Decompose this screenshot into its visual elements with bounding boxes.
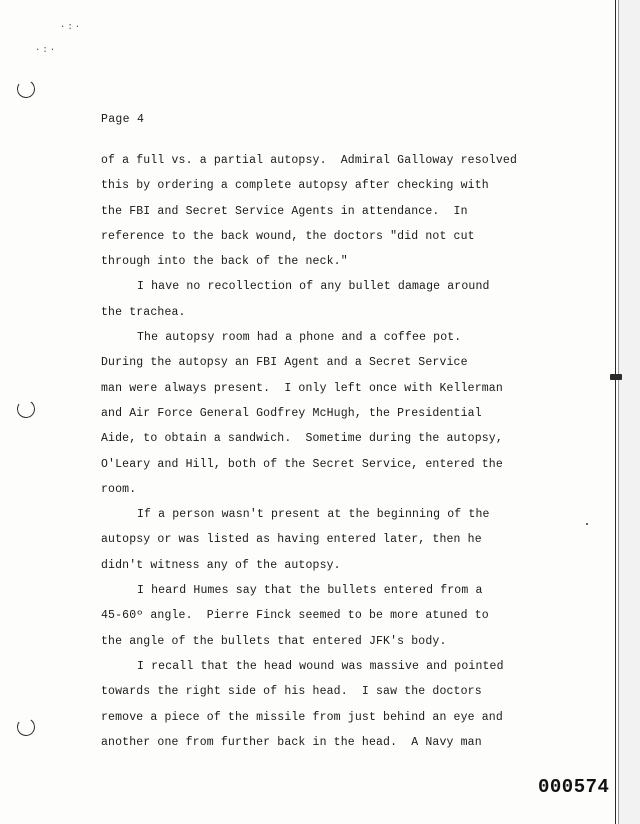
punch-hole-icon — [16, 399, 37, 420]
text-line: of a full vs. a partial autopsy. Admiral Galloway resolved — [101, 154, 518, 167]
scan-speck: ·:· — [60, 22, 83, 32]
punch-hole-icon — [16, 717, 37, 738]
page-edge-line-secondary — [618, 0, 619, 824]
edge-mark — [610, 374, 622, 380]
page-number-header: Page 4 — [101, 113, 145, 126]
text-line: another one from further back in the head. A Navy man — [101, 735, 482, 749]
text-line: room. — [101, 482, 137, 496]
text-line: this by ordering a complete autopsy after checking with — [101, 179, 489, 193]
text-line: During the autopsy an FBI Agent and a Secret Service — [101, 356, 468, 370]
text-line: I have no recollection of any bullet damage around — [137, 280, 490, 294]
page-edge-line — [615, 0, 616, 824]
text-line: through into the back of the neck." — [101, 255, 348, 269]
text-line: remove a piece of the missile from just behind an eye and — [101, 710, 503, 724]
text-line: towards the right side of his head. I saw the doctors — [101, 685, 482, 699]
scan-speck: ·:· — [35, 45, 58, 55]
text-line: I heard Humes say that the bullets entered from a — [137, 584, 483, 598]
text-line: reference to the back wound, the doctors "did not cut — [101, 229, 475, 243]
stray-dot — [586, 523, 588, 525]
page-edge-shadow — [619, 0, 640, 824]
text-line: 45-60º angle. Pierre Finck seemed to be more atuned to — [101, 609, 489, 623]
text-line: man were always present. I only left once with Kellerman — [101, 381, 503, 395]
text-line: the trachea. — [101, 305, 186, 319]
text-line: The autopsy room had a phone and a coffee pot. — [137, 331, 462, 345]
document-number: 000574 — [538, 776, 610, 798]
text-line: autopsy or was listed as having entered later, then he — [101, 533, 482, 547]
text-line: didn't witness any of the autopsy. — [101, 558, 341, 572]
text-line: the FBI and Secret Service Agents in attendance. In — [101, 204, 468, 218]
text-line: I recall that the head wound was massive and pointed — [137, 659, 504, 673]
punch-hole-icon — [16, 79, 37, 100]
text-line: and Air Force General Godfrey McHugh, the Presidential — [101, 406, 482, 420]
text-line: Aide, to obtain a sandwich. Sometime during the autopsy, — [101, 432, 503, 446]
text-line: O'Leary and Hill, both of the Secret Service, entered the — [101, 457, 503, 471]
body-text — [101, 148, 551, 755]
text-line: the angle of the bullets that entered JFK's body. — [101, 634, 447, 648]
text-line: If a person wasn't present at the beginning of the — [137, 508, 490, 522]
